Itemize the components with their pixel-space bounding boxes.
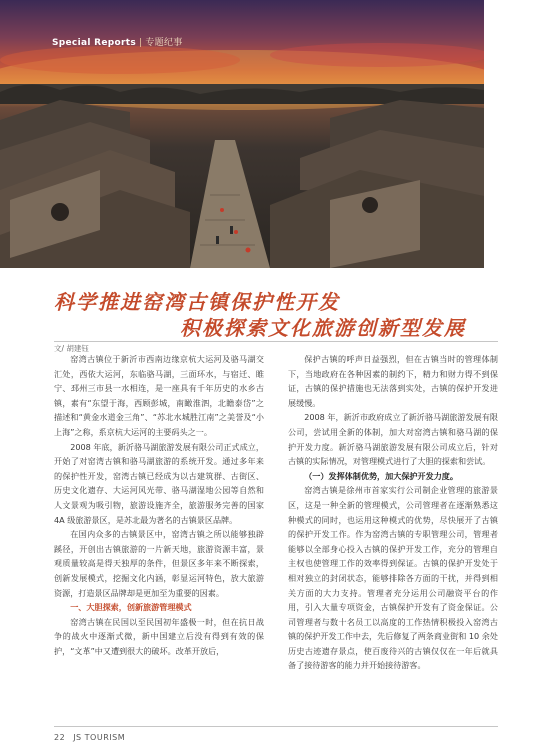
page-number: 22	[54, 733, 66, 742]
magazine-name: JS TOURISM	[73, 733, 126, 742]
paragraph: 窑湾古镇位于新沂市西南边缘京杭大运河及骆马湖交汇处，西依大运河，东临骆马湖，三面环水，与宿迁、睢宁、邳州三市县一水相连，是一座具有千年历史的水乡古镇，素有“东望于海，西顾彭城，南瞰淮泗，北瞻泰岱”之描述和“黄金水道金三角”、“苏北水城胜江南”之美誉及“小上海”之称，系京杭大运河的主要码头之一。	[54, 354, 264, 437]
left-column	[54, 352, 264, 658]
section-heading: 一、大胆探索，创新旅游管理模式	[70, 602, 192, 613]
byline: 文/ 胡建钰	[54, 344, 89, 353]
paragraph: 窑湾古镇在民国以至民国初年盛极一时，但在抗日战争的战火中逐渐式微，新中国建立后没有得到有效的保护，“文革”中又遭到很大的破坏。改革开放后，	[54, 616, 264, 656]
article-title-line-2: 积极探索文化旅游创新型发展	[180, 316, 466, 340]
footer-divider	[54, 726, 498, 727]
page-footer	[54, 733, 125, 742]
article-title-line-1: 科学推进窑湾古镇保护性开发	[54, 290, 340, 314]
paragraph: 2008 年底，新沂骆马湖旅游发展有限公司正式成立，开始了对窑湾古镇和骆马湖旅游的系统开发。通过多年来的保护性开发，窑湾古镇已经成为以古建筑群、古街区、历史文化遗存、大运河风光带、骆马湖湿地公园等自然和人文景观为吸引物，旅游设施齐全，旅游服务完善的国家 4A 级旅游景区，是苏北最为著名的古镇景区品牌。	[54, 441, 264, 525]
section-label-cn: 专题纪事	[145, 38, 183, 48]
hero-photo	[0, 0, 484, 268]
section-label-en: Special Reports	[52, 38, 136, 48]
section-label-separator: |	[139, 38, 143, 48]
paragraph: 窑湾古镇是徐州市首家实行公司制企业管理的旅游景区，这是一种全新的管理模式，公司管理者在逐渐熟悉这种模式的同时，也运用这种模式的优势，尽快展开了古镇的保护开发工作。作为窑湾古镇的专职管理公司，管理者能够以全部身心投入古镇的保护开发工作，充分的管理自主权也使管理工作的效率得到保证。古镇的保护开发处于相对独立的封闭状态，能够排除各方面的干扰，并得到相关方面的大力支持。管理者充分运用公司融资平台的作用，引入大量专项资金，古镇保护开发有了资金保证。公司管理者与数十名员工以高度的工作热情积极投入窑湾古镇的保护开发工作中去，先后修复了两条商业街和 10 余处历史古迹遗存景点，使百废待兴的古镇仅仅在一年后就具备了接待游客的能力并开始接待游客。	[288, 485, 498, 671]
paragraph: 保护古镇的呼声日益强烈，但在古镇当时的管理体制下，当地政府在各种因素的制约下，精力和财力得不到保证，古镇的保护措施也无法落到实处，古镇的保护开发进展缓慢。	[288, 354, 498, 408]
right-column	[288, 352, 498, 673]
paragraph: 2008 年，新沂市政府成立了新沂骆马湖旅游发展有限公司，尝试用全新的体制，加大对窑湾古镇和骆马湖的保护开发力度。新沂骆马湖旅游发展有限公司成立后，针对古镇的实际情况，对管理模式进行了大胆的探索和尝试。	[288, 412, 498, 467]
section-label	[52, 35, 183, 48]
paragraph: 在国内众多的古镇景区中，窑湾古镇之所以能够独辟蹊径，开创出古镇旅游的一片新天地，旅游资源丰富，景观质量较高是得天独厚的条件，但景区多年来不断探索，创新发展模式，挖掘文化内涵，彰显运河特色，放大旅游资源，打造景区品牌却是更加至为重要的因素。	[54, 529, 264, 598]
title-divider	[54, 341, 498, 342]
subsection-heading: （一）发挥体制优势，加大保护开发力度。	[304, 470, 458, 481]
